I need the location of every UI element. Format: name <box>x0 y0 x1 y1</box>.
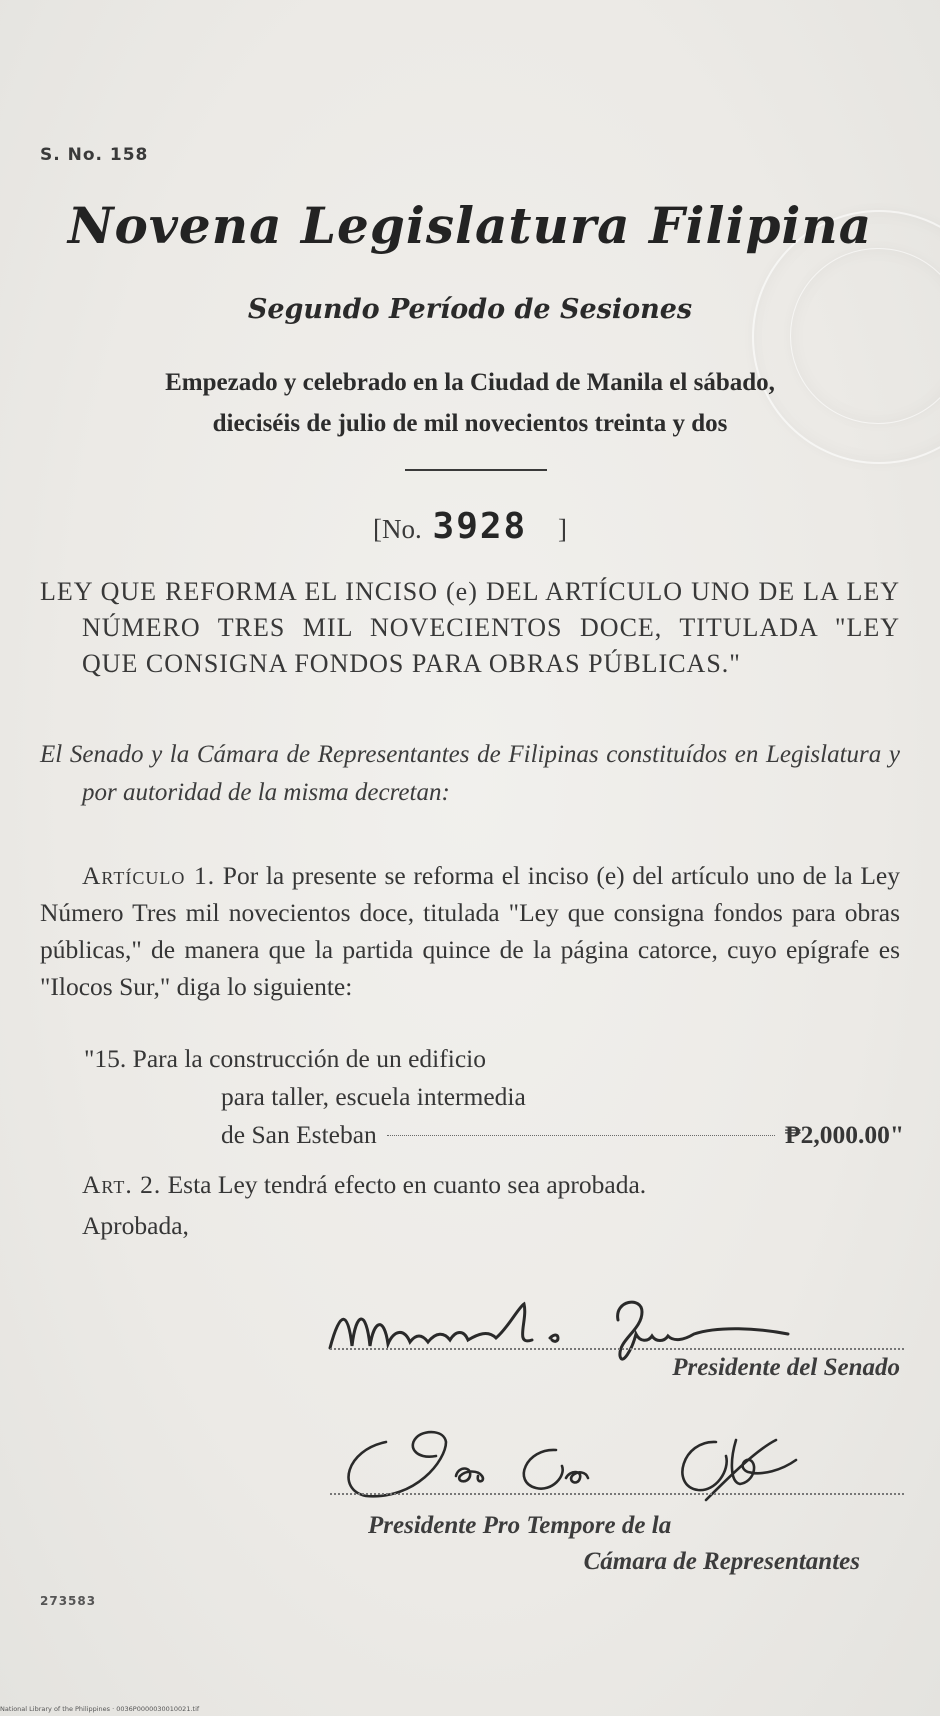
dot-leader <box>387 1135 775 1136</box>
serial-number: 273583 <box>40 1594 97 1608</box>
quoted-item-place: de San Esteban <box>221 1120 377 1149</box>
act-number-prefix: [No. <box>373 514 422 544</box>
enacting-clause: El Senado y la Cámara de Representantes de Filipinas constituídos en Legislatura y por autoridad de la misma decretan: <box>40 741 900 806</box>
senate-president-role: Presidente del Senado <box>672 1354 900 1381</box>
article-2 <box>82 1164 902 1246</box>
quoted-item-line-3 <box>84 1116 904 1154</box>
divider-rule <box>405 469 547 471</box>
quoted-item-line-2: para taller, escuela intermedia <box>221 1082 526 1111</box>
archive-footer: National Library of the Philippines · 0036P0000030010021.tif <box>0 1705 200 1713</box>
law-title: LEY QUE REFORMA EL INCISO (e) DEL ARTÍCULO UNO DE LA LEY NÚMERO TRES MIL NOVECIENTOS DOCE, TITULADA "LEY QUE CONSIGNA FONDOS PARA OBRAS PÚBLICAS." <box>40 577 900 678</box>
house-signature-line <box>330 1493 904 1495</box>
session-start-line-1: Empezado y celebrado en la Ciudad de Manila el sábado, <box>165 369 775 396</box>
act-number-suffix: ] <box>557 514 567 544</box>
house-role-line-1: Presidente Pro Tempore de la <box>368 1512 672 1539</box>
quoted-item-line-1: "15. Para la construcción de un edificio <box>84 1044 486 1073</box>
article-2-heading: Art. 2. <box>82 1170 162 1199</box>
session-start-text <box>0 362 940 444</box>
act-number <box>0 506 940 547</box>
approved-text: Aprobada, <box>82 1211 189 1240</box>
house-president-signature <box>326 1420 866 1510</box>
session-start-line-2: dieciséis de julio de mil novecientos treinta y dos <box>212 410 728 437</box>
article-1-heading: Artículo 1. <box>82 861 216 890</box>
article-1-text: Por la presente se reforma el inciso (e) del artículo uno de la Ley Número Tres mil novecientos doce, titulada "Ley que consigna fondos para obras públicas," de manera que la partida quince de la página catorce, cuyo epígrafe es "Ilocos Sur," diga lo siguiente: <box>40 861 900 1001</box>
bill-number: S. No. 158 <box>40 145 149 165</box>
session-subtitle: Segundo Período de Sesiones <box>247 294 693 325</box>
house-role-line-2: Cámara de Representantes <box>583 1548 860 1575</box>
senate-signature-line <box>330 1348 904 1350</box>
legislature-title: Novena Legislatura Filipina <box>67 196 873 255</box>
act-number-value: 3928 <box>432 506 528 547</box>
quoted-item-amount: ₱2,000.00" <box>785 1120 904 1149</box>
article-2-paragraph <box>82 1164 902 1205</box>
article-2-text: Esta Ley tendrá efecto en cuanto sea aprobada. <box>167 1170 647 1199</box>
article-1 <box>40 857 900 1005</box>
house-president-role <box>340 1508 860 1580</box>
quoted-item <box>84 1040 904 1154</box>
